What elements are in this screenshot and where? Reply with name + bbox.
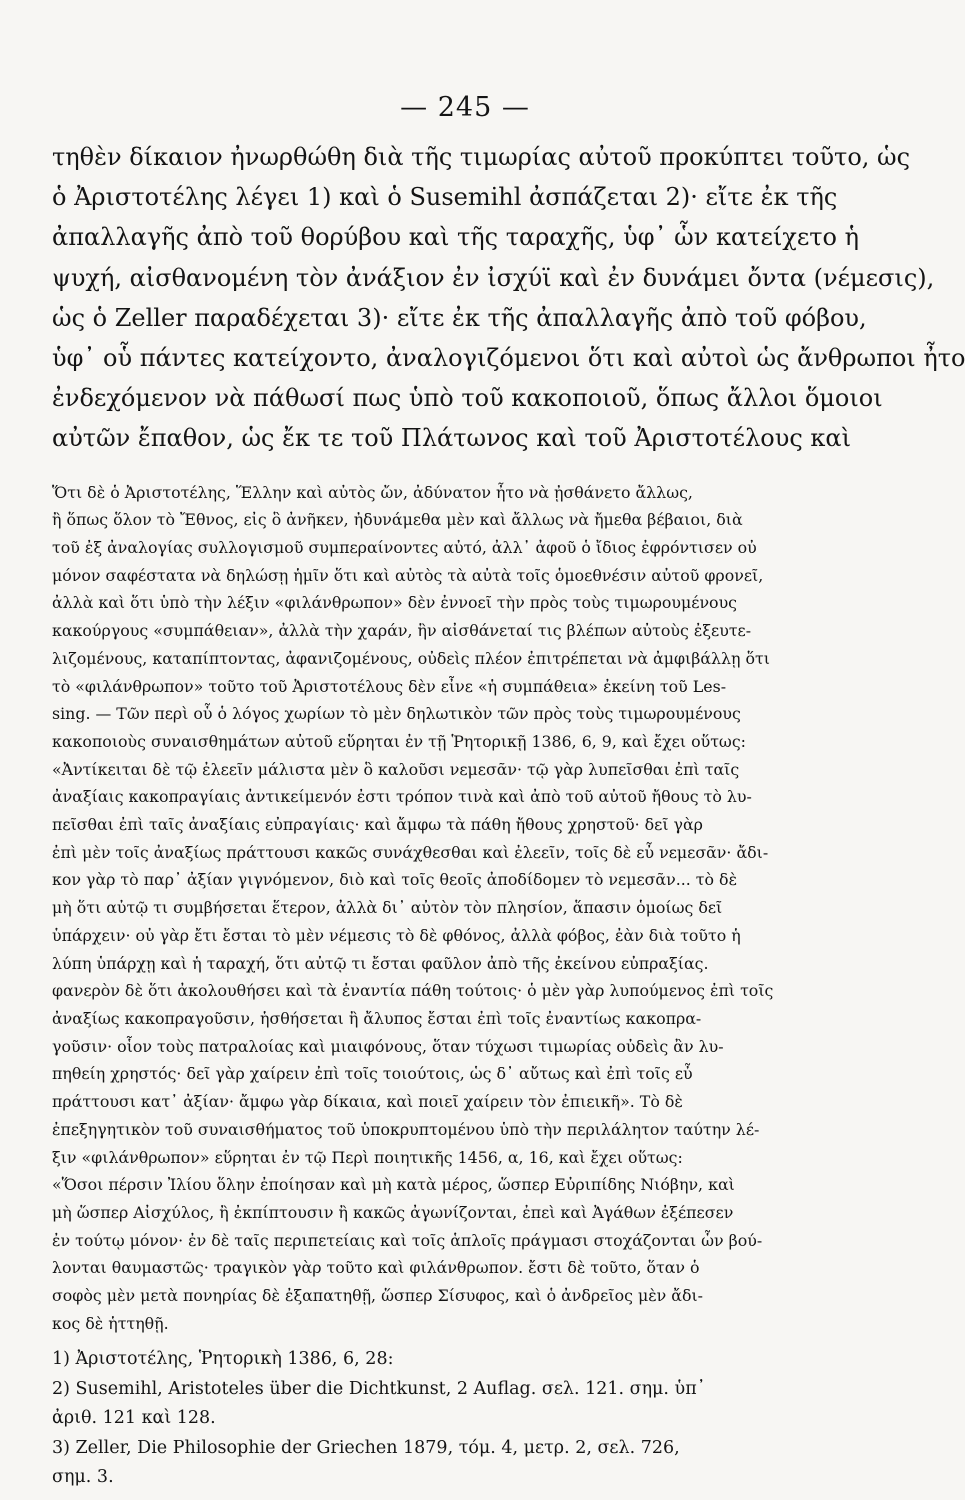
commentary-line: μὴ ὅτι αὐτῷ τι συμβήσεται ἕτερον, ἀλλὰ δι᾽ αὐτὸν τὸν πλησίον, ἅπασιν ὁμοίως δεῖ (52, 898, 723, 918)
commentary-line: «Ἀντίκειται δὲ τῷ ἐλεεῖν μάλιστα μὲν ὃ καλοῦσι νεμεσᾶν· τῷ γὰρ λυπεῖσθαι ἐπὶ ταῖς (52, 759, 740, 779)
main-text-line: αὐτῶν ἔπαθον, ὡς ἔκ τε τοῦ Πλάτωνος καὶ τοῦ Ἀριστοτέλους καὶ (52, 424, 852, 453)
commentary-line: ἀλλὰ καὶ ὅτι ὑπὸ τὴν λέξιν «φιλάνθρωπον» δὲν ἐννοεῖ τὴν πρὸς τοὺς τιμωρουμένους (52, 593, 738, 613)
commentary-line: ξιν «φιλάνθρωπον» εὕρηται ἐν τῷ Περὶ ποιητικῆς 1456, α, 16, καὶ ἔχει οὕτως: (52, 1147, 683, 1167)
commentary-line: γοῦσιν· οἷον τοὺς πατραλοίας καὶ μιαιφόνους, ὅταν τύχωσι τιμωρίας οὐδεὶς ἂν λυ- (52, 1036, 724, 1056)
commentary-line: ἐπὶ μὲν τοῖς ἀναξίως πράττουσι κακῶς συνάχθεσθαι καὶ ἐλεεῖν, τοῖς δὲ εὖ νεμεσᾶν· ἄδι- (52, 842, 769, 862)
commentary-line: ἐν τούτῳ μόνον· ἐν δὲ ταῖς περιπετείαις καὶ τοῖς ἁπλοῖς πράγμασι στοχάζονται ὧν βού- (52, 1230, 763, 1250)
footnote-line: 2) Susemihl, Aristoteles über die Dichtkunst, 2 Auflag. σελ. 121. σημ. ὑπ᾽ (52, 1378, 706, 1399)
commentary-line: μόνον σαφέστατα νὰ δηλώσῃ ἡμῖν ὅτι καὶ αὐτὸς τὰ αὐτὰ τοῖς ὁμοεθνέσιν αὐτοῦ φρονεῖ, (52, 565, 764, 585)
commentary-line: ὑπάρχειν· οὐ γὰρ ἔτι ἔσται τὸ μὲν νέμεσις τὸ δὲ φθόνος, ἀλλὰ φόβος, ἐὰν διὰ τοῦτο ἡ (52, 925, 741, 945)
commentary-line: ἐπεξηγητικὸν τοῦ συναισθήματος τοῦ ὑποκρυπτομένου ὑπὸ τὴν περιλάλητον ταύτην λέ- (52, 1119, 760, 1139)
commentary-line: πεῖσθαι ἐπὶ ταῖς ἀναξίαις εὐπραγίαις· καὶ ἄμφω τὰ πάθη ἤθους χρηστοῦ· δεῖ γὰρ (52, 815, 703, 835)
commentary-line: φανερὸν δὲ ὅτι ἀκολουθήσει καὶ τὰ ἐναντία πάθη τούτοις· ὁ μὲν γὰρ λυπούμενος ἐπὶ τοῖς (52, 981, 774, 1001)
main-text-line: τηθὲν δίκαιον ἠνωρθώθη διὰ τῆς τιμωρίας αὐτοῦ προκύπτει τοῦτο, ὡς (52, 143, 911, 171)
commentary-line: λύπη ὑπάρχῃ καὶ ἡ ταραχή, ὅτι αὐτῷ τι ἔσται φαῦλον ἀπὸ τῆς ἐκείνου εὐπραξίας. (52, 953, 709, 973)
main-text-line: ὡς ὁ Zeller παραδέχεται 3)· εἴτε ἐκ τῆς ἀπαλλαγῆς ἀπὸ τοῦ φόβου, (52, 303, 867, 332)
main-text (52, 137, 965, 459)
footnotes (52, 1345, 864, 1493)
commentary-line: κακοποιοὺς συναισθημάτων αὐτοῦ εὕρηται ἐν τῇ Ῥητορικῇ 1386, 6, 9, καὶ ἔχει οὕτως: (52, 731, 746, 751)
commentary-line: μὴ ὥσπερ Αἰσχύλος, ἢ ἐκπίπτουσιν ἢ κακῶς ἀγωνίζονται, ἐπεὶ καὶ Ἀγάθων ἐξέπεσεν (52, 1202, 734, 1222)
page-number: — 245 — (400, 92, 530, 123)
footnote-line: 3) Zeller, Die Philosophie der Griechen 1879, τόμ. 4, μετρ. 2, σελ. 726, (52, 1437, 680, 1458)
commentary-line: πράττουσι κατ᾽ ἀξίαν· ἄμφω γὰρ δίκαια, καὶ ποιεῖ χαίρειν τὸν ἐπιεικῆ». Τὸ δὲ (52, 1092, 683, 1112)
footnote-line: σημ. 3. (52, 1467, 114, 1488)
commentary-line: «Ὅσοι πέρσιν Ἰλίου ὅλην ἐποίησαν καὶ μὴ κατὰ μέρος, ὥσπερ Εὐριπίδης Νιόβην, καὶ (52, 1175, 735, 1195)
commentary-line: ἀναξίως κακοπραγοῦσιν, ἡσθήσεται ἢ ἄλυπος ἔσται ἐπὶ τοῖς ἐναντίως κακοπρα- (52, 1008, 702, 1028)
main-text-line: ὑφ᾽ οὗ πάντες κατείχοντο, ἀναλογιζόμενοι ὅτι καὶ αὐτοὶ ὡς ἄνθρωποι ἦτο (52, 344, 965, 373)
main-text-line: ἐνδεχόμενον νὰ πάθωσί πως ὑπὸ τοῦ κακοποιοῦ, ὅπως ἄλλοι ὅμοιοι (52, 384, 883, 413)
main-text-line: ἀπαλλαγῆς ἀπὸ τοῦ θορύβου καὶ τῆς ταραχῆς, ὑφ᾽ ὧν κατείχετο ἡ (52, 223, 859, 252)
footnote-line: 1) Ἀριστοτέλης, Ῥητορικὴ 1386, 6, 28: (52, 1349, 394, 1370)
commentary-line: κος δὲ ἡττηθῇ. (52, 1313, 169, 1333)
commentary-line: τὸ «φιλάνθρωπον» τοῦτο τοῦ Ἀριστοτέλους δὲν εἶνε «ἡ συμπάθεια» ἐκείνη τοῦ Les- (52, 676, 727, 696)
commentary-line: κακούργους «συμπάθειαν», ἀλλὰ τὴν χαράν, ἣν αἰσθάνεταί τις βλέπων αὐτοὺς ἐξευτε- (52, 621, 752, 641)
commentary-line: λιζομένους, καταπίπτοντας, ἀφανιζομένους, οὐδεὶς πλέον ἐπιτρέπεται νὰ ἀμφιβάλλῃ ὅτι (52, 648, 770, 668)
commentary-line: ἢ ὅπως ὅλον τὸ Ἔθνος, εἰς ὃ ἀνῆκεν, ἠδυνάμεθα μὲν καὶ ἄλλως νὰ ἤμεθα βέβαιοι, διὰ (52, 510, 743, 530)
commentary-line: ἀναξίαις κακοπραγίαις ἀντικείμενόν ἐστι τρόπον τινὰ καὶ ἀπὸ τοῦ αὐτοῦ ἤθους τὸ λυ- (52, 787, 752, 807)
commentary-line: κον γὰρ τὸ παρ᾽ ἀξίαν γιγνόμενον, διὸ καὶ τοῖς θεοῖς ἀποδίδομεν τὸ νεμεσᾶν... τὸ δὲ (52, 870, 738, 890)
footnote-line: ἀριθ. 121 καὶ 128. (52, 1408, 216, 1429)
commentary-line: Ὅτι δὲ ὁ Ἀριστοτέλης, Ἕλλην καὶ αὐτὸς ὤν, ἀδύνατον ἦτο νὰ ᾐσθάνετο ἄλλως, (52, 482, 693, 502)
commentary-line: σοφὸς μὲν μετὰ πονηρίας δὲ ἐξαπατηθῇ, ὥσπερ Σίσυφος, καὶ ὁ ἀνδρεῖος μὲν ἄδι- (52, 1286, 704, 1306)
main-text-line: ψυχή, αἰσθανομένη τὸν ἀνάξιον ἐν ἰσχύϊ καὶ ἐν δυνάμει ὄντα (νέμεσις), (52, 263, 935, 292)
commentary-line: λονται θαυμαστῶς· τραγικὸν γὰρ τοῦτο καὶ φιλάνθρωπον. ἔστι δὲ τοῦτο, ὅταν ὁ (52, 1258, 700, 1278)
commentary-line: τοῦ ἐξ ἀναλογίας συλλογισμοῦ συμπεραίνοντες αὐτό, ἀλλ᾽ ἀφοῦ ὁ ἴδιος ἐφρόντισεν οὐ (52, 538, 757, 558)
main-text-line: ὁ Ἀριστοτέλης λέγει 1) καὶ ὁ Susemihl ἀσπάζεται 2)· εἴτε ἐκ τῆς (52, 183, 838, 212)
commentary-line: πηθείη χρηστός· δεῖ γὰρ χαίρειν ἐπὶ τοῖς τοιούτοις, ὡς δ᾽ αὔτως καὶ ἐπὶ τοῖς εὖ (52, 1064, 693, 1084)
commentary-block (52, 479, 864, 1338)
commentary-line: sing. — Τῶν περὶ οὗ ὁ λόγος χωρίων τὸ μὲν δηλωτικὸν τῶν πρὸς τοὺς τιμωρουμένους (52, 704, 741, 724)
